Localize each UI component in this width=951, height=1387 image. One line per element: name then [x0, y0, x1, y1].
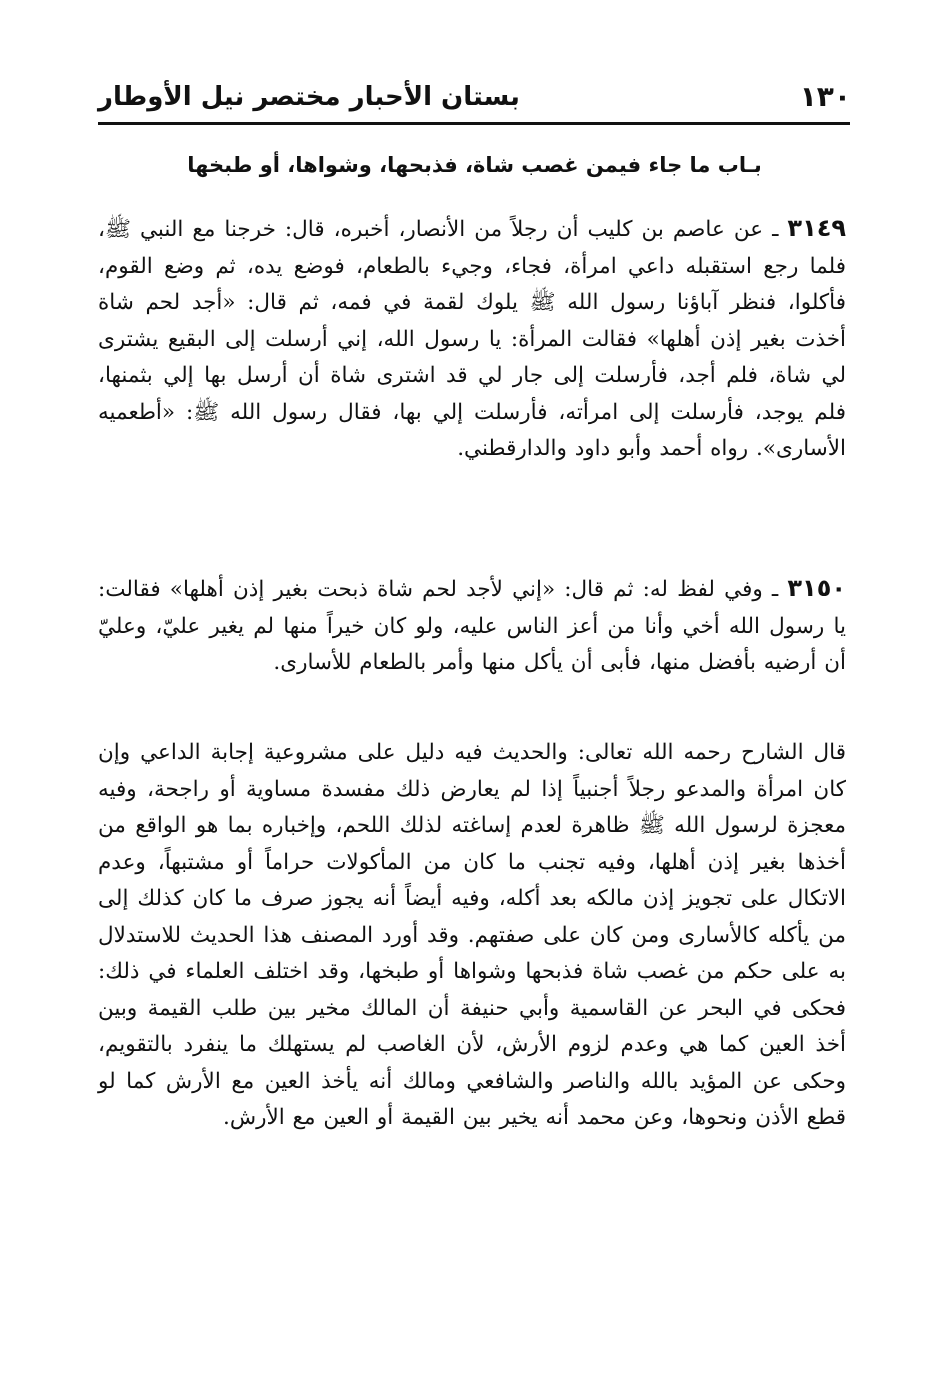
- hadith-text: ـ وفي لفظ له: ثم قال: «إني لأجد لحم شاة ذبحت بغير إذن أهلها» فقالت: يا رسول الله أخي وأنا من أعز الناس عليه، ولو كان خيراً منها لم يغير عليّ، وعليّ أن أرضيه بأفضل منها، فأبى أن يأكل منها وأمر بالطعام للأسارى.: [98, 577, 846, 675]
- page-header: [98, 70, 851, 120]
- header-divider: [98, 122, 850, 125]
- page-number: ١٣٠: [799, 80, 851, 113]
- commentary-paragraph: قال الشارح رحمه الله تعالى: والحديث فيه دليل على مشروعية إجابة الداعي وإن كان امرأة والمدعو رجلاً أجنبياً إذا لم يعارض ذلك مفسدة مساوية أو راجحة، وفيه معجزة لرسول الله ﷺ ظاهرة لعدم إساغته لذلك اللحم، وإخباره بما هو الواقع من أخذها بغير إذن أهلها، وفيه تجنب ما كان من المأكولات حراماً أو مشتبهاً، وعدم الاتكال على تجويز إذن مالكه بعد أكله، وفيه أيضاً أنه يجوز صرف ما كان كذلك إلى من يأكله كالأسارى ومن كان على صفتهم. وقد أورد المصنف هذا الحديث للاستدلال به على حكم من غصب شاة فذبحها وشواها أو طبخها، وقد اختلف العلماء في ذلك: فحكى في البحر عن القاسمية وأبي حنيفة أن المالك مخير بين طلب القيمة وبين أخذ العين كما هي وعدم لزوم الأرش، لأن الغاصب لم يستهلك ما ينفرد بالتقويم، وحكى عن المؤيد بالله والناصر والشافعي ومالك أنه يأخذ العين مع الأرش كما لو قطع الأذن ونحوها، وعن محمد أنه يخير بين القيمة أو العين مع الأرش.: [98, 740, 846, 1130]
- hadith-number: ٣١٤٩: [787, 214, 847, 242]
- running-title: بستان الأحبار مختصر نيل الأوطار: [98, 82, 520, 112]
- hadith-number: ٣١٥٠: [787, 574, 846, 602]
- hadith-text: ـ عن عاصم بن كليب أن رجلاً من الأنصار، أخبره، قال: خرجنا مع النبي ﷺ، فلما رجع استقبله داعي امرأة، فجاء، وجيء بالطعام، فوضع يده، ثم وضع القوم، فأكلوا، فنظر آباؤنا رسول الله ﷺ يلوك لقمة في فمه، ثم قال: «أجد لحم شاة أخذت بغير إذن أهلها» فقالت المرأة: يا رسول الله، إني أرسلت إلى البقيع يشترى لي شاة، فلم أجد، فأرسلت إلى جار لي قد اشترى شاة أن أرسل بها إلي بثمنها، فلم يوجد، فأرسلت إلى امرأته، فأرسلت إلي بها، فقال رسول الله ﷺ: «أطعميه الأسارى». رواه أحمد وأبو داود والدارقطني.: [98, 217, 846, 461]
- hadith-paragraph: [98, 570, 846, 682]
- chapter-title: بـاب ما جاء فيمن غصب شاة، فذبحها، وشواها، أو طبخها: [187, 153, 762, 177]
- hadith-paragraph: [98, 210, 846, 468]
